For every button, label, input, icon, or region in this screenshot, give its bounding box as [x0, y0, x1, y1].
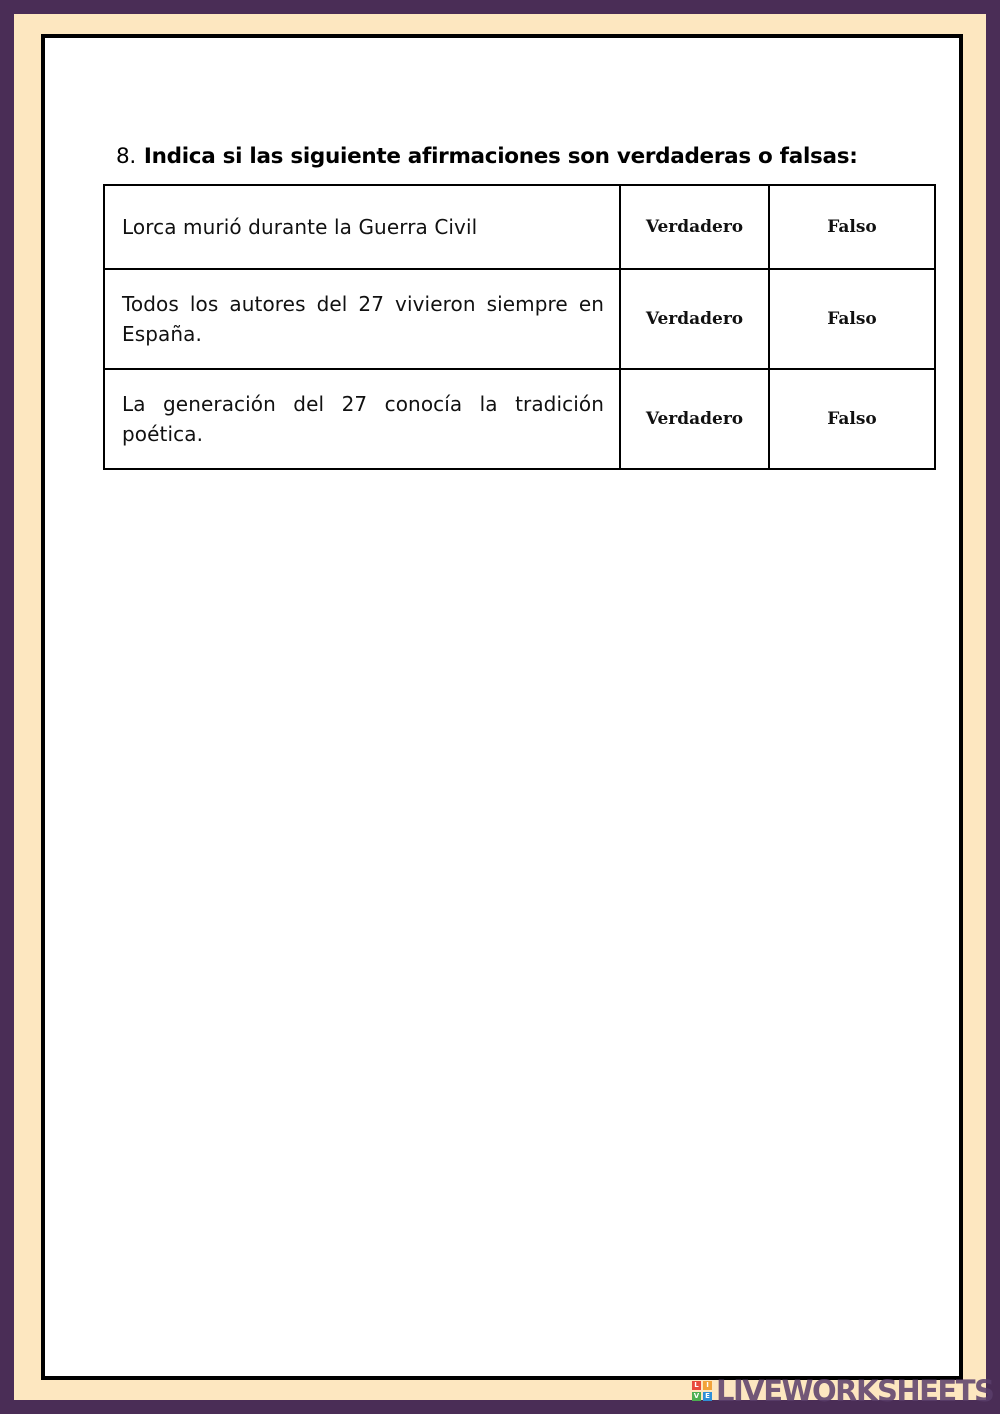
question-number: 8. [116, 144, 136, 169]
table-row [104, 185, 935, 269]
option-false-button[interactable]: Falso [769, 369, 935, 469]
liveworksheets-logo-icon: L I V E [692, 1381, 712, 1401]
true-false-table [103, 184, 936, 470]
statement-cell: Lorca murió durante la Guerra Civil [104, 185, 620, 269]
watermark-text: LIVEWORKSHEETS [716, 1374, 994, 1408]
table-row [104, 269, 935, 369]
table-row [104, 369, 935, 469]
option-true-button[interactable]: Verdadero [620, 369, 769, 469]
option-true-button[interactable]: Verdadero [620, 269, 769, 369]
statement-cell: Todos los autores del 27 vivieron siempre en España. [104, 269, 620, 369]
question-heading [116, 144, 858, 169]
option-false-button[interactable]: Falso [769, 269, 935, 369]
liveworksheets-watermark [692, 1374, 993, 1408]
statement-cell: La generación del 27 conocía la tradición poética. [104, 369, 620, 469]
question-text: Indica si las siguiente afirmaciones son verdaderas o falsas: [143, 144, 858, 169]
option-true-button[interactable]: Verdadero [620, 185, 769, 269]
option-false-button[interactable]: Falso [769, 185, 935, 269]
